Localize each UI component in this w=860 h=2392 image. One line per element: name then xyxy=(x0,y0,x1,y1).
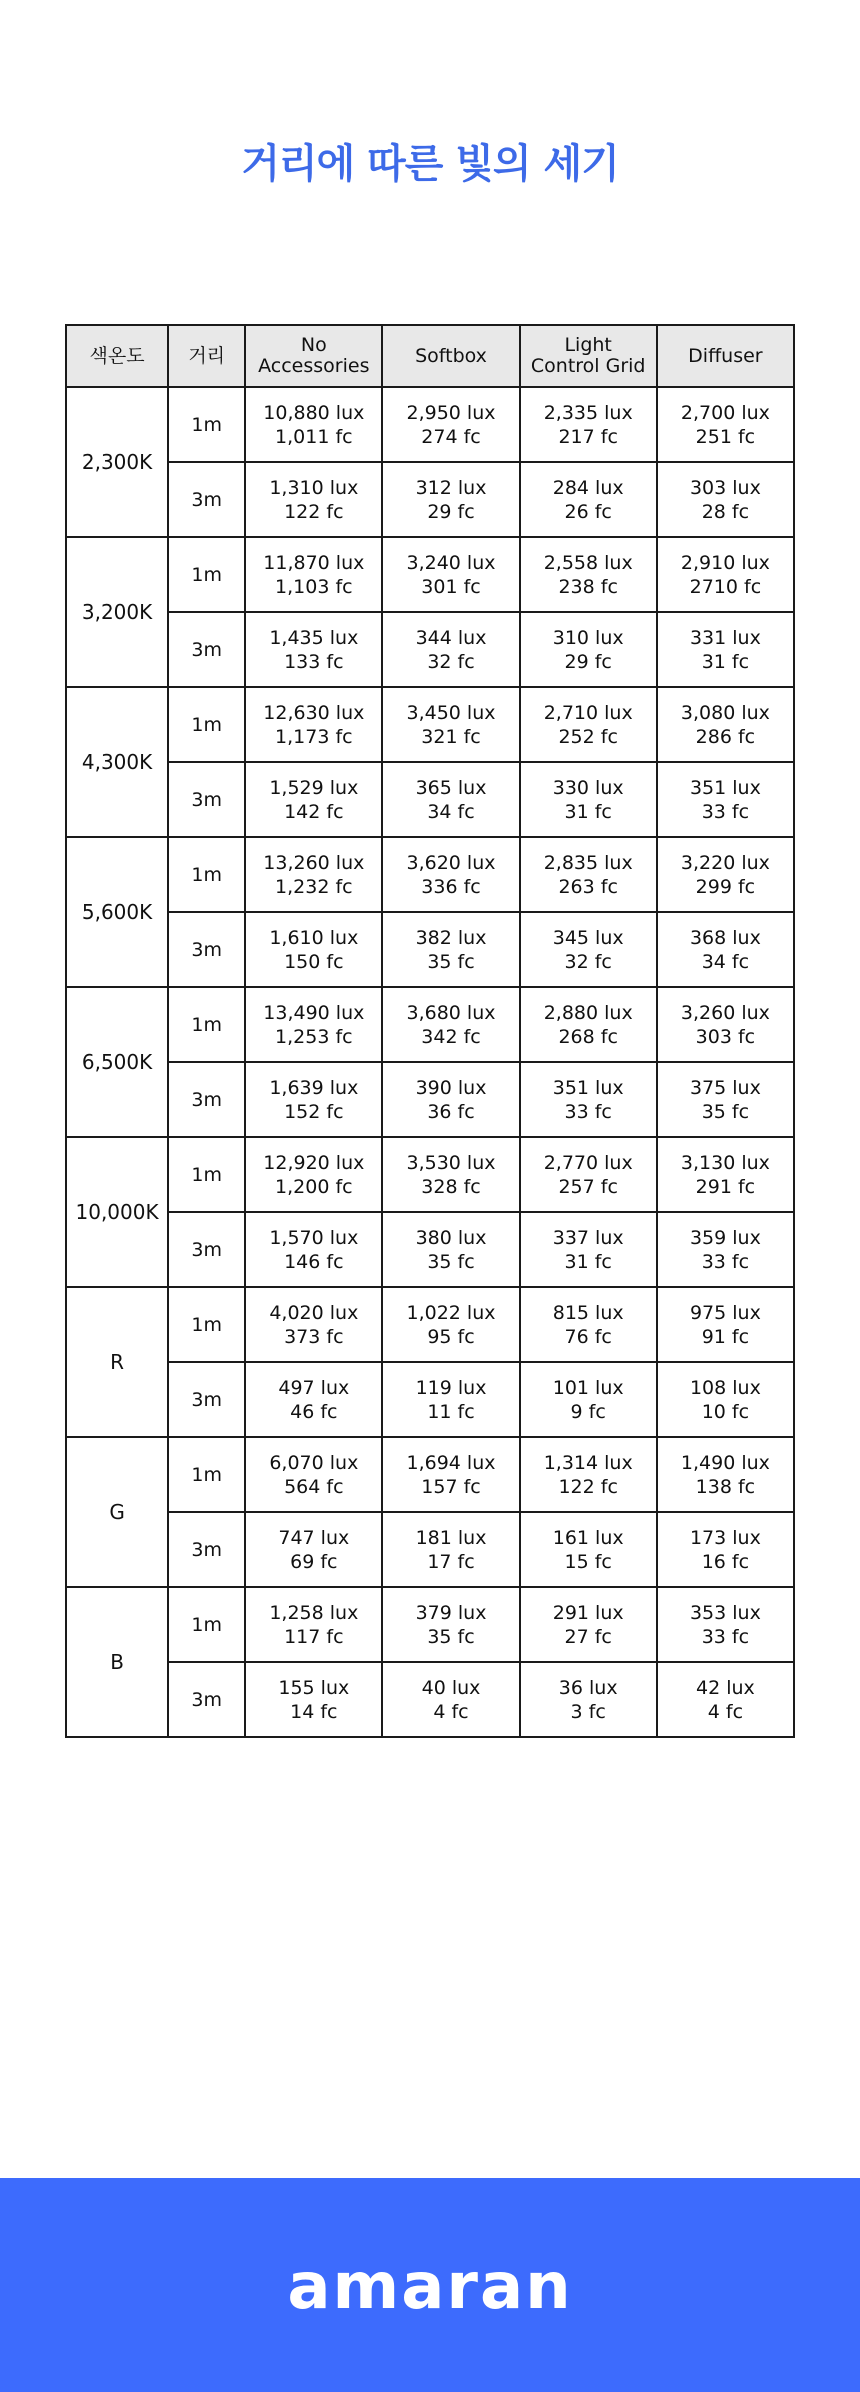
lux-value: 375 lux xyxy=(689,1076,761,1099)
table-row xyxy=(66,1587,794,1662)
illuminance-table xyxy=(65,324,795,1738)
illuminance-cell xyxy=(657,537,794,612)
illuminance-cell xyxy=(382,387,519,462)
fc-value: 33 fc xyxy=(564,1100,612,1123)
distance-cell: 1m xyxy=(168,1437,245,1512)
illuminance-cell xyxy=(382,1437,519,1512)
fc-value: 291 fc xyxy=(695,1175,756,1198)
illuminance-cell xyxy=(382,987,519,1062)
color-temperature-cell: B xyxy=(66,1587,168,1737)
lux-value: 2,835 lux xyxy=(543,851,633,874)
illuminance-cell xyxy=(520,1137,657,1212)
fc-value: 122 fc xyxy=(558,1475,618,1498)
fc-value: 1,103 fc xyxy=(275,575,353,598)
fc-value: 142 fc xyxy=(284,800,344,823)
illuminance-cell xyxy=(657,1137,794,1212)
fc-value: 28 fc xyxy=(701,500,750,523)
illuminance-cell xyxy=(520,1062,657,1137)
lux-value: 13,490 lux xyxy=(263,1001,365,1024)
lux-value: 3,080 lux xyxy=(680,701,770,724)
illuminance-table-container xyxy=(65,324,795,1738)
lux-value: 1,258 lux xyxy=(269,1601,359,1624)
fc-value: 31 fc xyxy=(701,650,750,673)
distance-cell: 1m xyxy=(168,987,245,1062)
lux-value: 12,630 lux xyxy=(263,701,365,724)
lux-value: 351 lux xyxy=(552,1076,624,1099)
fc-value: 342 fc xyxy=(421,1025,481,1048)
fc-value: 34 fc xyxy=(427,800,475,823)
lux-value: 284 lux xyxy=(552,476,624,499)
brand-logo: amaran xyxy=(287,2250,573,2324)
fc-value: 76 fc xyxy=(564,1325,612,1348)
color-temperature-cell: 3,200K xyxy=(66,537,168,687)
illuminance-cell xyxy=(520,837,657,912)
illuminance-cell xyxy=(657,1662,794,1737)
illuminance-cell xyxy=(657,1287,794,1362)
illuminance-cell xyxy=(520,1512,657,1587)
header-line: Softbox xyxy=(415,344,487,367)
illuminance-cell xyxy=(245,687,382,762)
fc-value: 35 fc xyxy=(427,950,475,973)
lux-value: 1,435 lux xyxy=(269,626,359,649)
illuminance-cell xyxy=(382,837,519,912)
lux-value: 11,870 lux xyxy=(263,551,365,574)
lux-value: 1,310 lux xyxy=(269,476,359,499)
footer-banner xyxy=(0,2178,860,2392)
lux-value: 1,694 lux xyxy=(406,1451,496,1474)
table-row xyxy=(66,912,794,987)
fc-value: 1,253 fc xyxy=(275,1025,353,1048)
lux-value: 108 lux xyxy=(689,1376,761,1399)
illuminance-cell xyxy=(245,537,382,612)
lux-value: 2,558 lux xyxy=(543,551,633,574)
lux-value: 331 lux xyxy=(689,626,761,649)
distance-cell: 3m xyxy=(168,1662,245,1737)
illuminance-cell xyxy=(520,1287,657,1362)
lux-value: 330 lux xyxy=(552,776,624,799)
fc-value: 257 fc xyxy=(558,1175,618,1198)
illuminance-cell xyxy=(245,1362,382,1437)
fc-value: 27 fc xyxy=(564,1625,612,1648)
illuminance-cell xyxy=(245,1662,382,1737)
distance-cell: 1m xyxy=(168,1287,245,1362)
illuminance-cell xyxy=(382,1062,519,1137)
table-row xyxy=(66,1662,794,1737)
table-row xyxy=(66,1137,794,1212)
distance-cell: 3m xyxy=(168,1062,245,1137)
fc-value: 36 fc xyxy=(427,1100,475,1123)
illuminance-cell xyxy=(382,1362,519,1437)
table-row xyxy=(66,1512,794,1587)
fc-value: 10 fc xyxy=(701,1400,750,1423)
illuminance-cell xyxy=(657,762,794,837)
fc-value: 328 fc xyxy=(421,1175,481,1198)
illuminance-cell xyxy=(520,1662,657,1737)
color-temperature-cell: 6,500K xyxy=(66,987,168,1137)
lux-value: 3,620 lux xyxy=(406,851,496,874)
fc-value: 373 fc xyxy=(284,1325,344,1348)
table-row xyxy=(66,1062,794,1137)
fc-value: 1,200 fc xyxy=(275,1175,353,1198)
header-no-accessories xyxy=(245,325,382,387)
illuminance-cell xyxy=(520,612,657,687)
illuminance-cell xyxy=(245,462,382,537)
distance-cell: 1m xyxy=(168,1587,245,1662)
fc-value: 15 fc xyxy=(564,1550,612,1573)
fc-value: 35 fc xyxy=(427,1250,475,1273)
illuminance-cell xyxy=(520,987,657,1062)
illuminance-cell xyxy=(657,1587,794,1662)
header-temperature: 색온도 xyxy=(66,325,168,387)
distance-cell: 3m xyxy=(168,762,245,837)
fc-value: 35 fc xyxy=(427,1625,475,1648)
fc-value: 29 fc xyxy=(564,650,612,673)
fc-value: 1,232 fc xyxy=(275,875,353,898)
color-temperature-cell: R xyxy=(66,1287,168,1437)
fc-value: 16 fc xyxy=(701,1550,750,1573)
lux-value: 3,680 lux xyxy=(406,1001,496,1024)
lux-value: 1,022 lux xyxy=(406,1301,496,1324)
illuminance-cell xyxy=(382,762,519,837)
table-body xyxy=(66,387,794,1737)
fc-value: 238 fc xyxy=(558,575,618,598)
header-light-control-grid xyxy=(520,325,657,387)
illuminance-cell xyxy=(245,1137,382,1212)
fc-value: 32 fc xyxy=(564,950,612,973)
lux-value: 351 lux xyxy=(689,776,761,799)
fc-value: 274 fc xyxy=(421,425,481,448)
illuminance-cell xyxy=(382,537,519,612)
fc-value: 11 fc xyxy=(427,1400,475,1423)
table-row xyxy=(66,1437,794,1512)
color-temperature-cell: 4,300K xyxy=(66,687,168,837)
illuminance-cell xyxy=(657,912,794,987)
fc-value: 1,173 fc xyxy=(275,725,353,748)
fc-value: 301 fc xyxy=(421,575,481,598)
lux-value: 1,639 lux xyxy=(269,1076,359,1099)
header-softbox xyxy=(382,325,519,387)
illuminance-cell xyxy=(245,837,382,912)
lux-value: 345 lux xyxy=(552,926,624,949)
illuminance-cell xyxy=(382,462,519,537)
lux-value: 353 lux xyxy=(689,1601,761,1624)
lux-value: 379 lux xyxy=(415,1601,487,1624)
header-line: Control Grid xyxy=(530,355,646,377)
fc-value: 117 fc xyxy=(284,1625,344,1648)
lux-value: 1,314 lux xyxy=(543,1451,633,1474)
illuminance-cell xyxy=(245,1212,382,1287)
header-line: No xyxy=(300,334,327,356)
lux-value: 13,260 lux xyxy=(263,851,365,874)
fc-value: 321 fc xyxy=(421,725,481,748)
table-row xyxy=(66,1362,794,1437)
lux-value: 4,020 lux xyxy=(269,1301,359,1324)
fc-value: 4 fc xyxy=(707,1700,744,1723)
lux-value: 368 lux xyxy=(689,926,761,949)
lux-value: 3,130 lux xyxy=(680,1151,770,1174)
lux-value: 12,920 lux xyxy=(263,1151,365,1174)
fc-value: 9 fc xyxy=(570,1400,606,1423)
illuminance-cell xyxy=(520,912,657,987)
fc-value: 35 fc xyxy=(701,1100,750,1123)
illuminance-cell xyxy=(382,1512,519,1587)
fc-value: 152 fc xyxy=(284,1100,344,1123)
lux-value: 181 lux xyxy=(415,1526,487,1549)
lux-value: 101 lux xyxy=(552,1376,624,1399)
fc-value: 17 fc xyxy=(427,1550,475,1573)
illuminance-cell xyxy=(245,987,382,1062)
fc-value: 286 fc xyxy=(695,725,756,748)
table-row xyxy=(66,1287,794,1362)
illuminance-cell xyxy=(245,1287,382,1362)
distance-cell: 1m xyxy=(168,687,245,762)
illuminance-cell xyxy=(245,1587,382,1662)
illuminance-cell xyxy=(245,1062,382,1137)
illuminance-cell xyxy=(520,462,657,537)
illuminance-cell xyxy=(657,1062,794,1137)
lux-value: 1,610 lux xyxy=(269,926,359,949)
fc-value: 33 fc xyxy=(701,1625,750,1648)
fc-value: 26 fc xyxy=(564,500,612,523)
lux-value: 2,700 lux xyxy=(680,401,770,424)
fc-value: 14 fc xyxy=(290,1700,338,1723)
lux-value: 3,530 lux xyxy=(406,1151,496,1174)
fc-value: 268 fc xyxy=(558,1025,618,1048)
fc-value: 69 fc xyxy=(290,1550,338,1573)
distance-cell: 1m xyxy=(168,537,245,612)
table-row xyxy=(66,612,794,687)
distance-cell: 3m xyxy=(168,462,245,537)
lux-value: 365 lux xyxy=(415,776,487,799)
lux-value: 161 lux xyxy=(552,1526,624,1549)
fc-value: 150 fc xyxy=(284,950,344,973)
illuminance-cell xyxy=(382,1287,519,1362)
lux-value: 975 lux xyxy=(689,1301,761,1324)
fc-value: 251 fc xyxy=(695,425,756,448)
distance-cell: 3m xyxy=(168,1362,245,1437)
fc-value: 564 fc xyxy=(284,1475,344,1498)
lux-value: 382 lux xyxy=(415,926,487,949)
illuminance-cell xyxy=(382,687,519,762)
illuminance-cell xyxy=(245,612,382,687)
lux-value: 2,950 lux xyxy=(406,401,496,424)
lux-value: 380 lux xyxy=(415,1226,487,1249)
illuminance-cell xyxy=(520,687,657,762)
lux-value: 2,710 lux xyxy=(543,701,633,724)
table-row xyxy=(66,1212,794,1287)
fc-value: 31 fc xyxy=(564,800,612,823)
illuminance-cell xyxy=(382,1662,519,1737)
illuminance-cell xyxy=(657,987,794,1062)
lux-value: 3,220 lux xyxy=(680,851,770,874)
color-temperature-cell: 5,600K xyxy=(66,837,168,987)
illuminance-cell xyxy=(382,1212,519,1287)
header-line: Diffuser xyxy=(688,344,763,367)
table-row xyxy=(66,762,794,837)
fc-value: 336 fc xyxy=(421,875,481,898)
distance-cell: 1m xyxy=(168,387,245,462)
fc-value: 146 fc xyxy=(284,1250,344,1273)
lux-value: 1,570 lux xyxy=(269,1226,359,1249)
fc-value: 33 fc xyxy=(701,1250,750,1273)
illuminance-cell xyxy=(382,912,519,987)
illuminance-cell xyxy=(657,462,794,537)
color-temperature-cell: 10,000K xyxy=(66,1137,168,1287)
illuminance-cell xyxy=(520,537,657,612)
fc-value: 2710 fc xyxy=(689,575,762,598)
fc-value: 157 fc xyxy=(421,1475,481,1498)
illuminance-cell xyxy=(657,1362,794,1437)
illuminance-cell xyxy=(657,1437,794,1512)
fc-value: 299 fc xyxy=(695,875,756,898)
lux-value: 3,240 lux xyxy=(406,551,496,574)
fc-value: 91 fc xyxy=(701,1325,750,1348)
illuminance-cell xyxy=(382,612,519,687)
lux-value: 42 lux xyxy=(696,1676,755,1699)
lux-value: 2,770 lux xyxy=(543,1151,633,1174)
header-line: Accessories xyxy=(258,355,370,377)
color-temperature-cell: 2,300K xyxy=(66,387,168,537)
illuminance-cell xyxy=(657,1212,794,1287)
distance-cell: 1m xyxy=(168,837,245,912)
illuminance-cell xyxy=(657,387,794,462)
lux-value: 36 lux xyxy=(558,1676,618,1699)
header-line: Light xyxy=(564,334,612,356)
lux-value: 497 lux xyxy=(278,1376,350,1399)
lux-value: 1,529 lux xyxy=(269,776,359,799)
fc-value: 252 fc xyxy=(558,725,618,748)
table-row xyxy=(66,837,794,912)
header-distance: 거리 xyxy=(168,325,245,387)
fc-value: 95 fc xyxy=(427,1325,475,1348)
lux-value: 119 lux xyxy=(415,1376,487,1399)
fc-value: 303 fc xyxy=(695,1025,756,1048)
lux-value: 359 lux xyxy=(689,1226,761,1249)
fc-value: 263 fc xyxy=(558,875,618,898)
fc-value: 3 fc xyxy=(570,1700,606,1723)
fc-value: 4 fc xyxy=(433,1700,469,1723)
fc-value: 29 fc xyxy=(427,500,475,523)
illuminance-cell xyxy=(520,1212,657,1287)
table-row xyxy=(66,687,794,762)
color-temperature-cell: G xyxy=(66,1437,168,1587)
lux-value: 2,880 lux xyxy=(543,1001,633,1024)
lux-value: 815 lux xyxy=(552,1301,624,1324)
lux-value: 173 lux xyxy=(689,1526,761,1549)
fc-value: 122 fc xyxy=(284,500,344,523)
distance-cell: 1m xyxy=(168,1137,245,1212)
lux-value: 6,070 lux xyxy=(269,1451,359,1474)
illuminance-cell xyxy=(520,1437,657,1512)
lux-value: 1,490 lux xyxy=(680,1451,770,1474)
illuminance-cell xyxy=(245,1437,382,1512)
lux-value: 10,880 lux xyxy=(263,401,365,424)
fc-value: 138 fc xyxy=(695,1475,756,1498)
page-title: 거리에 따른 빛의 세기 xyxy=(241,141,619,187)
distance-cell: 3m xyxy=(168,1512,245,1587)
illuminance-cell xyxy=(520,387,657,462)
fc-value: 46 fc xyxy=(290,1400,338,1423)
distance-cell: 3m xyxy=(168,912,245,987)
lux-value: 747 lux xyxy=(278,1526,350,1549)
lux-value: 2,335 lux xyxy=(543,401,633,424)
fc-value: 1,011 fc xyxy=(275,425,353,448)
fc-value: 133 fc xyxy=(284,650,344,673)
fc-value: 217 fc xyxy=(558,425,618,448)
illuminance-cell xyxy=(382,1587,519,1662)
table-row xyxy=(66,537,794,612)
illuminance-cell xyxy=(245,387,382,462)
table-header-row xyxy=(66,325,794,387)
lux-value: 312 lux xyxy=(415,476,487,499)
illuminance-cell xyxy=(657,687,794,762)
distance-cell: 3m xyxy=(168,1212,245,1287)
illuminance-cell xyxy=(245,912,382,987)
lux-value: 337 lux xyxy=(552,1226,624,1249)
lux-value: 291 lux xyxy=(552,1601,624,1624)
table-row xyxy=(66,987,794,1062)
fc-value: 34 fc xyxy=(701,950,750,973)
illuminance-cell xyxy=(657,612,794,687)
lux-value: 310 lux xyxy=(552,626,624,649)
fc-value: 33 fc xyxy=(701,800,750,823)
lux-value: 3,450 lux xyxy=(406,701,496,724)
illuminance-cell xyxy=(520,762,657,837)
illuminance-cell xyxy=(657,837,794,912)
table-row xyxy=(66,387,794,462)
lux-value: 303 lux xyxy=(689,476,761,499)
lux-value: 390 lux xyxy=(415,1076,487,1099)
lux-value: 3,260 lux xyxy=(680,1001,770,1024)
illuminance-cell xyxy=(657,1512,794,1587)
illuminance-cell xyxy=(520,1362,657,1437)
lux-value: 344 lux xyxy=(415,626,487,649)
illuminance-cell xyxy=(245,1512,382,1587)
illuminance-cell xyxy=(520,1587,657,1662)
lux-value: 40 lux xyxy=(421,1676,481,1699)
header-diffuser xyxy=(657,325,794,387)
fc-value: 32 fc xyxy=(427,650,475,673)
fc-value: 31 fc xyxy=(564,1250,612,1273)
lux-value: 155 lux xyxy=(278,1676,350,1699)
table-row xyxy=(66,462,794,537)
illuminance-cell xyxy=(245,762,382,837)
lux-value: 2,910 lux xyxy=(680,551,770,574)
illuminance-cell xyxy=(382,1137,519,1212)
distance-cell: 3m xyxy=(168,612,245,687)
